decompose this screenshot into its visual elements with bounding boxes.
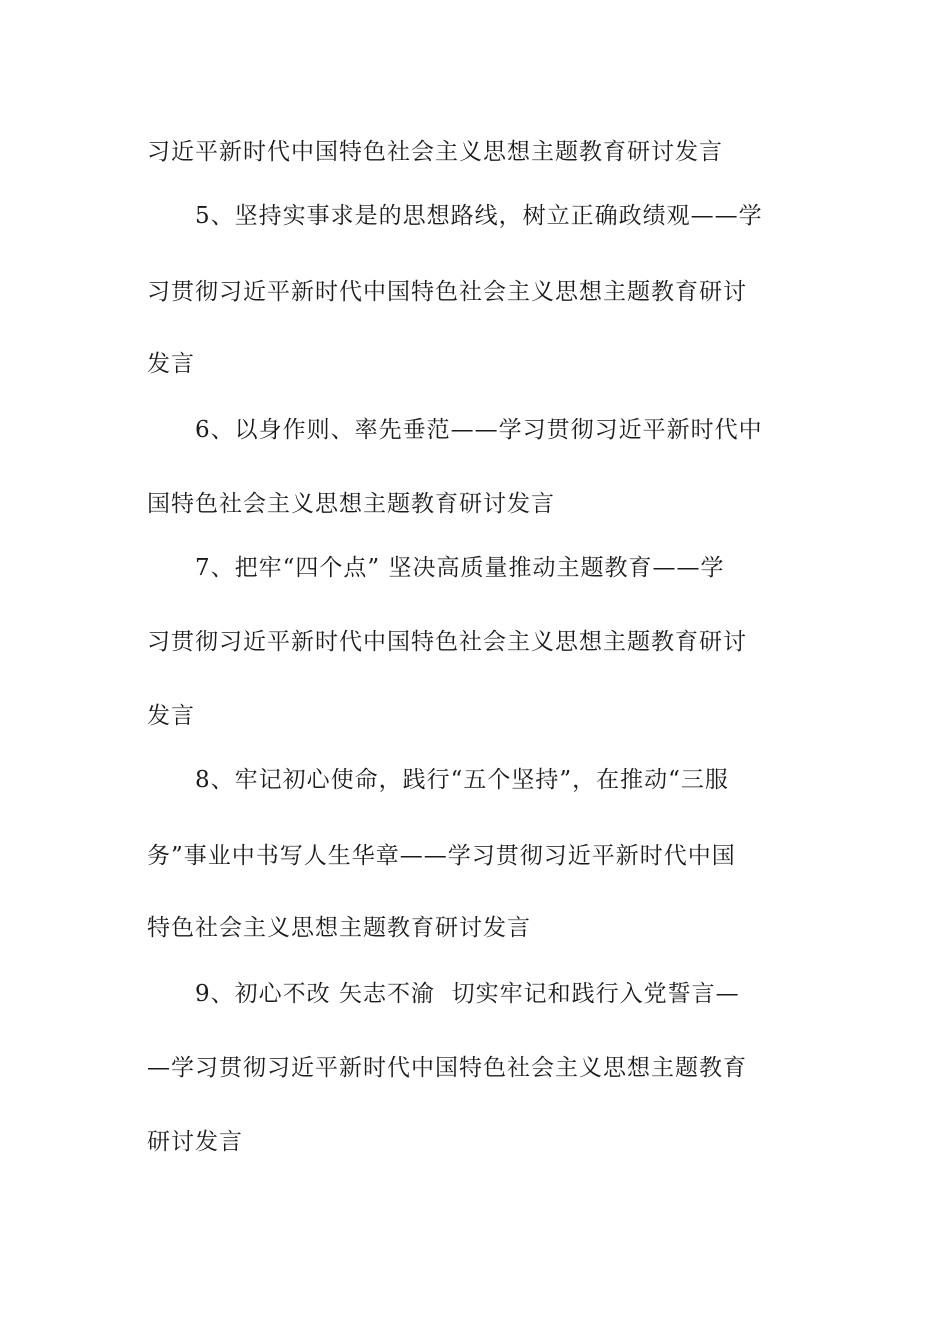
text-line-7: 7、把牢“四个点” 坚决高质量推动主题教育——学	[195, 555, 725, 581]
text-line-1: 习近平新时代中国特色社会主义思想主题教育研讨发言	[147, 139, 723, 165]
text-line-2: 5、坚持实事求是的思想路线，树立正确政绩观——学	[195, 203, 763, 229]
text-line-6: 国特色社会主义思想主题教育研讨发言	[147, 491, 555, 517]
text-line-11: 务”事业中书写人生华章——学习贯彻习近平新时代中国	[147, 843, 736, 869]
text-line-13: 9、初心不改 矢志不渝 切实牢记和践行入党誓言—	[195, 981, 740, 1007]
text-line-9: 发言	[147, 703, 195, 729]
text-line-3: 习贯彻习近平新时代中国特色社会主义思想主题教育研讨	[147, 279, 747, 305]
text-line-14: —学习贯彻习近平新时代中国特色社会主义思想主题教育	[147, 1055, 747, 1081]
text-line-15: 研讨发言	[147, 1129, 243, 1155]
text-line-10: 8、牢记初心使命，践行“五个坚持”，在推动“三服	[195, 767, 729, 793]
text-line-4: 发言	[147, 351, 195, 377]
text-line-5: 6、以身作则、率先垂范——学习贯彻习近平新时代中	[195, 417, 763, 443]
text-line-12: 特色社会主义思想主题教育研讨发言	[147, 915, 531, 941]
text-line-8: 习贯彻习近平新时代中国特色社会主义思想主题教育研讨	[147, 629, 747, 655]
